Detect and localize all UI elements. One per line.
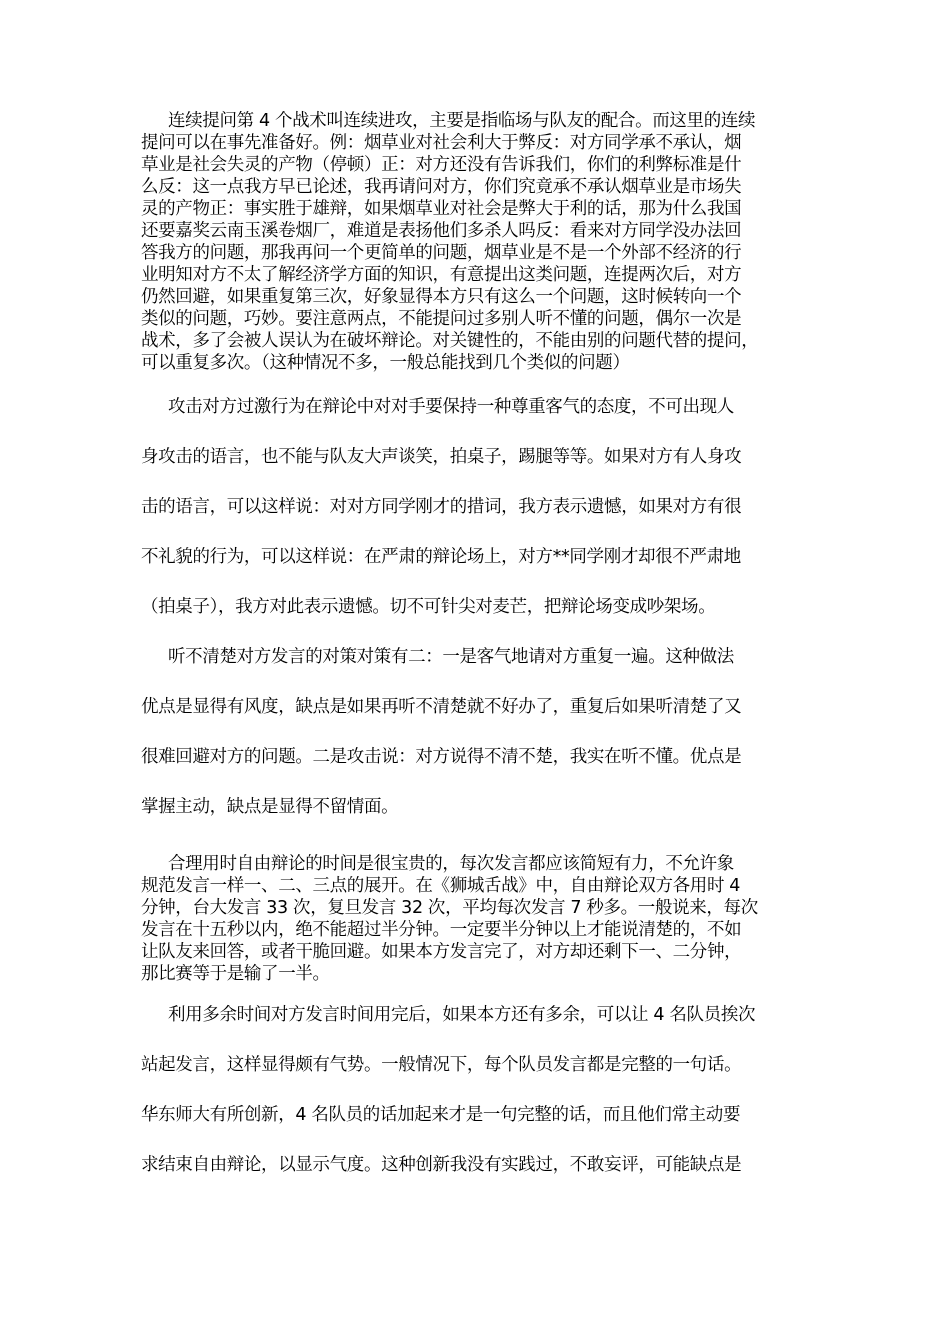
text-line: 灵的产物正：事实胜于雄辩，如果烟草业对社会是弊大于利的话，那为什么我国	[141, 199, 742, 219]
text-line: 答我方的问题，那我再问一个更简单的问题，烟草业是不是一个外部不经济的行	[141, 243, 742, 263]
text-line: 战术，多了会被人误认为在破坏辩论。对关键性的，不能由别的问题代替的提问，	[141, 331, 759, 351]
text-line: 提问可以在事先准备好。例：烟草业对社会利大于弊反：对方同学承不承认，烟	[141, 133, 742, 153]
text-line: 连续提问第 4 个战术叫连续进攻，主要是指临场与队友的配合。而这里的连续	[168, 111, 756, 131]
text-line: 仍然回避，如果重复第三次，好象显得本方只有这么一个问题，这时候转向一个	[141, 287, 742, 307]
text-line: 听不清楚对方发言的对策对策有二：一是客气地请对方重复一遍。这种做法	[168, 647, 734, 667]
text-line: 很难回避对方的问题。二是攻击说：对方说得不清不楚，我实在听不懂。优点是	[141, 747, 742, 767]
text-line: 华东师大有所创新，4 名队员的话加起来才是一句完整的话，而且他们常主动要	[141, 1105, 741, 1125]
text-line: 草业是社会失灵的产物（停顿）正：对方还没有告诉我们，你们的利弊标准是什	[141, 155, 742, 175]
text-line: 优点是显得有风度，缺点是如果再听不清楚就不好办了，重复后如果听清楚了又	[141, 697, 742, 717]
text-line: 利用多余时间对方发言时间用完后，如果本方还有多余，可以让 4 名队员挨次	[168, 1005, 756, 1025]
text-line: 攻击对方过激行为在辩论中对对手要保持一种尊重客气的态度，不可出现人	[168, 397, 734, 417]
text-line: 站起发言，这样显得颇有气势。一般情况下，每个队员发言都是完整的一句话。	[141, 1055, 742, 1075]
text-line: 规范发言一样一、二、三点的展开。在《狮城舌战》中，自由辩论双方各用时 4	[141, 876, 741, 896]
text-line: 还要嘉奖云南玉溪卷烟厂，难道是表扬他们多杀人吗反：看来对方同学没办法回	[141, 221, 742, 241]
text-line: 业明知对方不太了解经济学方面的知识，有意提出这类问题，连提两次后，对方	[141, 265, 742, 285]
text-line: 不礼貌的行为，可以这样说：在严肃的辩论场上，对方**同学刚才却很不严肃地	[141, 547, 741, 567]
text-line: 么反：这一点我方早已论述，我再请问对方，你们究竟承不承认烟草业是市场失	[141, 177, 742, 197]
text-line: 发言在十五秒以内，绝不能超过半分钟。一定要半分钟以上才能说清楚的，不如	[141, 920, 742, 940]
text-line: 分钟，台大发言 33 次，复旦发言 32 次，平均每次发言 7 秒多。一般说来，每次	[141, 898, 758, 918]
text-line: 可以重复多次。（这种情况不多，一般总能找到几个类似的问题）	[141, 353, 630, 373]
text-line: 掌握主动，缺点是显得不留情面。	[141, 797, 399, 817]
text-line: 击的语言，可以这样说：对对方同学刚才的措词，我方表示遗憾，如果对方有很	[141, 497, 742, 517]
text-line: 那比赛等于是输了一半。	[141, 964, 330, 984]
text-line: （拍桌子），我方对此表示遗憾。切不可针尖对麦芒，把辩论场变成吵架场。	[141, 597, 716, 617]
text-line: 求结束自由辩论，以显示气度。这种创新我没有实践过，不敢妄评，可能缺点是	[141, 1155, 742, 1175]
text-line: 让队友来回答，或者干脆回避。如果本方发言完了，对方却还剩下一、二分钟，	[141, 942, 742, 962]
text-line: 合理用时自由辩论的时间是很宝贵的，每次发言都应该简短有力，不允许象	[168, 854, 734, 874]
text-line: 类似的问题，巧妙。要注意两点，不能提问过多别人听不懂的问题，偶尔一次是	[141, 309, 742, 329]
text-line: 身攻击的语言，也不能与队友大声谈笑，拍桌子，踢腿等等。如果对方有人身攻	[141, 447, 742, 467]
